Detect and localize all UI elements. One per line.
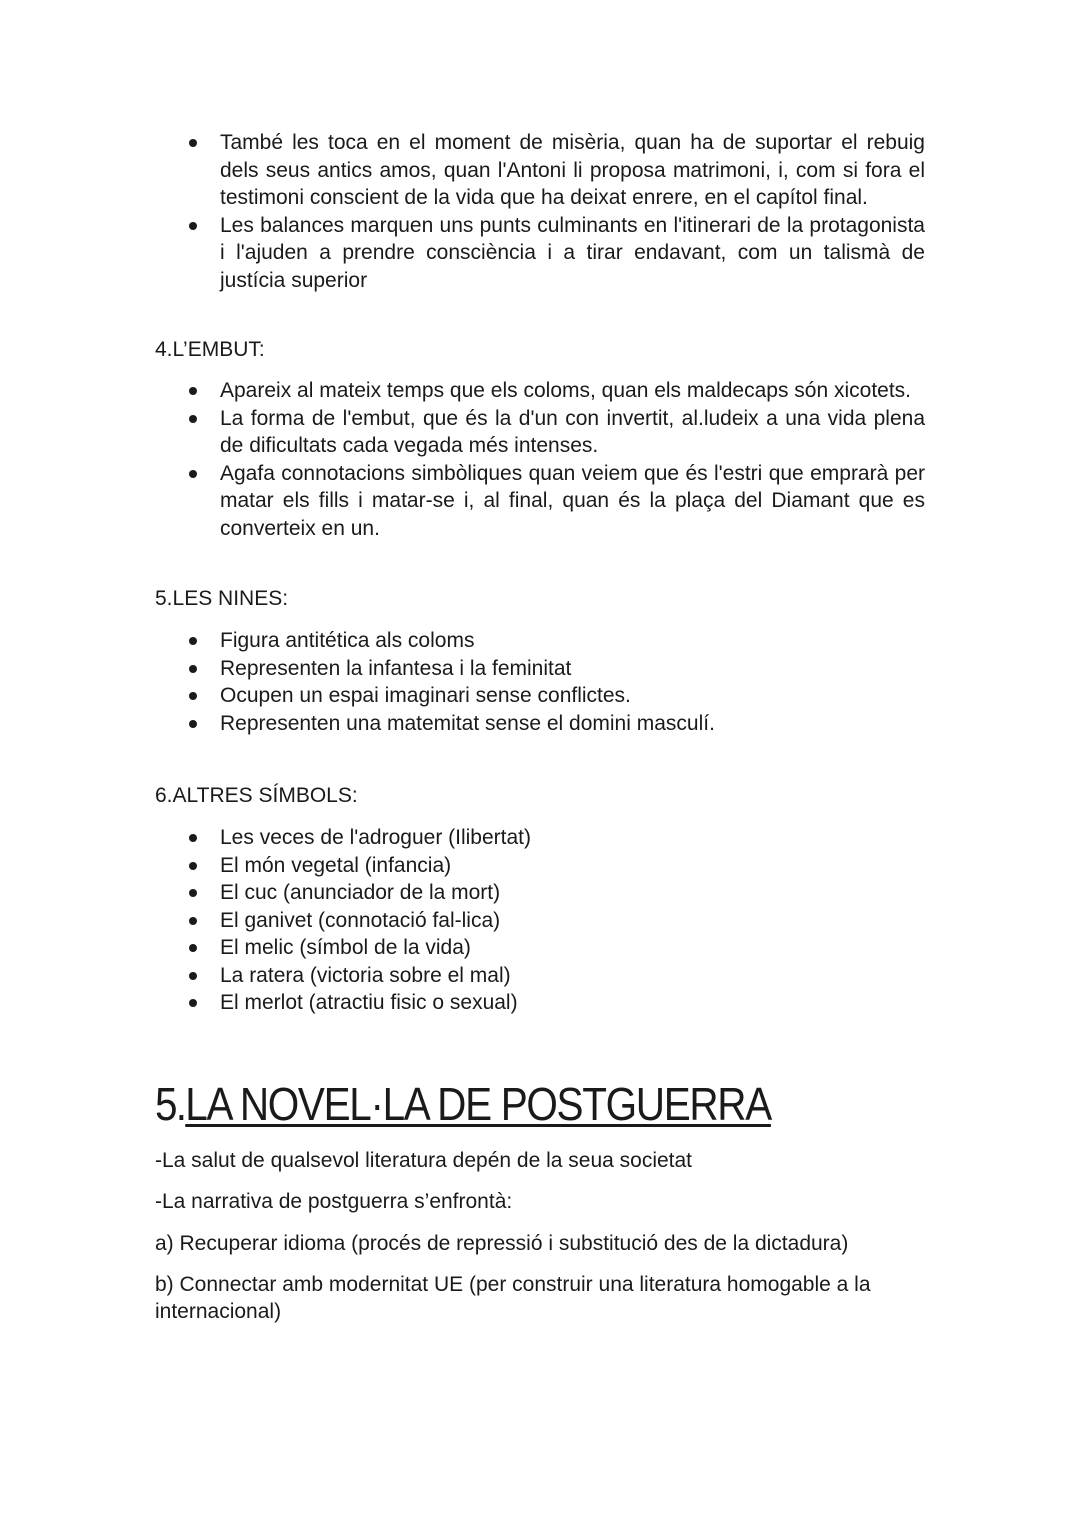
list-item: Les balances marquen uns punts culminants en l'itinerari de la protagonista i l'ajuden a prendre consciència i a tirar endavant, com un talismà de justícia superior bbox=[220, 212, 925, 295]
altres-heading: 6.ALTRES SÍMBOLS: bbox=[155, 784, 358, 807]
paragraph: -La narrativa de postguerra s’enfrontà: bbox=[155, 1190, 513, 1213]
section-number: 5. bbox=[155, 1078, 186, 1130]
list-item: La forma de l'embut, que és la d'un con invertit, al.ludeix a una vida plena de dificultats cada vegada més intenses. bbox=[220, 405, 925, 460]
list-item: Les veces de l'adroguer (Ilibertat) bbox=[220, 824, 925, 852]
nines-heading: 5.LES NINES: bbox=[155, 587, 289, 610]
embut-bullet-list bbox=[220, 377, 925, 542]
list-item: La ratera (victoria sobre el mal) bbox=[220, 962, 925, 990]
paragraph: b) Connectar amb modernitat UE (per construir una literatura homogable a la internacional) bbox=[155, 1273, 871, 1323]
list-item: El cuc (anunciador de la mort) bbox=[220, 879, 925, 907]
section-title-text: LA NOVEL·LA DE POSTGUERRA bbox=[185, 1078, 771, 1130]
list-item: També les toca en el moment de misèria, quan ha de suportar el rebuig dels seus antics amos, quan l'Antoni li proposa matrimoni, i, com si fora el testimoni conscient de la vida que ha deixat enrere, en el capítol final. bbox=[220, 129, 925, 212]
list-item: Representen la infantesa i la feminitat bbox=[220, 655, 925, 683]
list-item: Figura antitética als coloms bbox=[220, 627, 925, 655]
list-item: El ganivet (connotació fal-lica) bbox=[220, 907, 925, 935]
list-item: Ocupen un espai imaginari sense conflictes. bbox=[220, 682, 925, 710]
section-title bbox=[155, 1076, 771, 1132]
paragraph: a) Recuperar idioma (procés de repressió i substitució des de la dictadura) bbox=[155, 1232, 849, 1255]
list-item: Representen una matemitat sense el domini masculí. bbox=[220, 710, 925, 738]
list-item: El melic (símbol de la vida) bbox=[220, 934, 925, 962]
embut-heading: 4.L’EMBUT: bbox=[155, 338, 265, 361]
nines-bullet-list bbox=[220, 627, 925, 737]
list-item: El merlot (atractiu fisic o sexual) bbox=[220, 989, 925, 1017]
section3-bullet-list bbox=[220, 129, 925, 294]
list-item: Apareix al mateix temps que els coloms, quan els maldecaps són xicotets. bbox=[220, 377, 925, 405]
paragraph: -La salut de qualsevol literatura depén de la seua societat bbox=[155, 1149, 693, 1172]
list-item: El món vegetal (infancia) bbox=[220, 852, 925, 880]
list-item: Agafa connotacions simbòliques quan veiem que és l'estri que emprarà per matar els fills i matar-se i, al final, quan és la plaça del Diamant que es converteix en un. bbox=[220, 460, 925, 543]
altres-bullet-list bbox=[220, 824, 925, 1017]
